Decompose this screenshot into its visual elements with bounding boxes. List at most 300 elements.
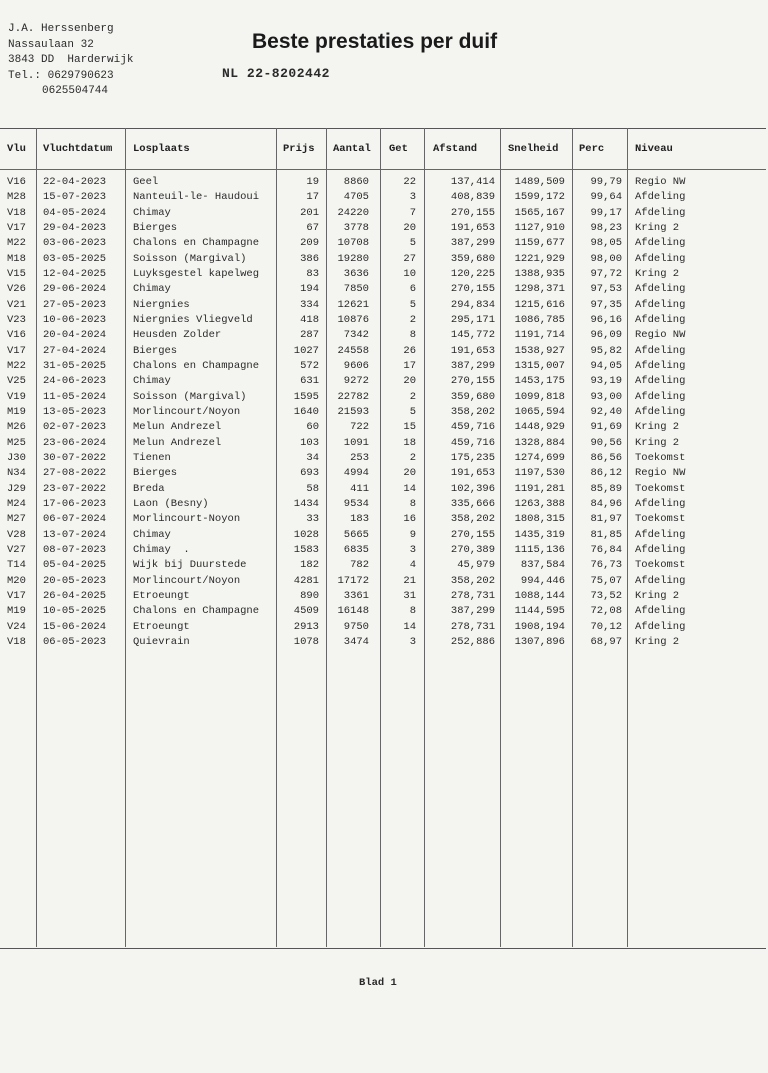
cell-snelheid: 1274,699 — [514, 451, 565, 464]
cell-niveau: Afdeling — [635, 497, 686, 510]
cell-date: 11-05-2024 — [43, 390, 107, 403]
cell-prijs: 1027 — [293, 344, 319, 357]
cell-snelheid: 1065,594 — [514, 405, 565, 418]
cell-afstand: 459,716 — [450, 436, 495, 449]
cell-prijs: 209 — [300, 237, 319, 250]
table-row — [0, 267, 766, 282]
cell-date: 15-06-2024 — [43, 620, 107, 633]
cell-niveau: Kring 2 — [635, 267, 680, 280]
cell-losplaats: Heusden Zolder — [133, 329, 222, 342]
table-row — [0, 405, 766, 420]
cell-niveau: Toekomst — [635, 513, 686, 526]
cell-niveau: Afdeling — [635, 298, 686, 311]
column-header-snelheid: Snelheid — [508, 143, 559, 155]
cell-get: 14 — [403, 620, 416, 633]
cell-vlu: V17 — [7, 221, 26, 234]
cell-get: 10 — [403, 267, 416, 280]
cell-prijs: 1595 — [293, 390, 319, 403]
cell-date: 06-05-2023 — [43, 635, 107, 648]
cell-niveau: Afdeling — [635, 605, 686, 618]
cell-snelheid: 1086,785 — [514, 313, 565, 326]
cell-date: 24-06-2023 — [43, 375, 107, 388]
cell-date: 23-07-2022 — [43, 482, 107, 495]
cell-losplaats: Morlincourt-Noyon — [133, 513, 241, 526]
cell-perc: 98,00 — [590, 252, 622, 265]
cell-snelheid: 1599,172 — [514, 191, 565, 204]
cell-vlu: V25 — [7, 375, 26, 388]
cell-losplaats: Chalons en Champagne — [133, 605, 260, 618]
cell-perc: 84,96 — [590, 497, 622, 510]
cell-afstand: 278,731 — [450, 620, 495, 633]
cell-aantal: 9606 — [343, 359, 369, 372]
cell-niveau: Afdeling — [635, 543, 686, 556]
cell-aantal: 3636 — [343, 267, 369, 280]
cell-afstand: 387,299 — [450, 605, 495, 618]
cell-get: 2 — [409, 390, 416, 403]
table-row — [0, 175, 766, 190]
cell-losplaats: Wijk bij Duurstede — [133, 559, 247, 572]
cell-vlu: V17 — [7, 589, 26, 602]
cell-afstand: 191,653 — [450, 344, 495, 357]
cell-afstand: 294,834 — [450, 298, 495, 311]
cell-date: 05-04-2025 — [43, 559, 107, 572]
cell-date: 13-05-2023 — [43, 405, 107, 418]
cell-losplaats: Chimay . — [133, 543, 190, 556]
cell-perc: 99,64 — [590, 191, 622, 204]
table-row — [0, 190, 766, 205]
cell-get: 2 — [409, 451, 416, 464]
cell-snelheid: 1298,371 — [514, 283, 565, 296]
cell-afstand: 459,716 — [450, 421, 495, 434]
cell-niveau: Afdeling — [635, 390, 686, 403]
cell-perc: 90,56 — [590, 436, 622, 449]
table-row — [0, 574, 766, 589]
cell-snelheid: 1197,530 — [514, 467, 565, 480]
cell-prijs: 890 — [300, 589, 319, 602]
cell-snelheid: 1315,007 — [514, 359, 565, 372]
cell-vlu: M19 — [7, 605, 26, 618]
cell-perc: 93,19 — [590, 375, 622, 388]
cell-niveau: Kring 2 — [635, 589, 680, 602]
cell-prijs: 17 — [306, 191, 319, 204]
cell-aantal: 9272 — [343, 375, 369, 388]
cell-get: 15 — [403, 421, 416, 434]
cell-prijs: 1434 — [293, 497, 319, 510]
cell-vlu: V15 — [7, 267, 26, 280]
table-row — [0, 589, 766, 604]
cell-aantal: 4994 — [343, 467, 369, 480]
cell-get: 5 — [409, 405, 416, 418]
cell-date: 10-06-2023 — [43, 313, 107, 326]
column-header-perc: Perc — [579, 143, 605, 155]
cell-niveau: Regio NW — [635, 467, 686, 480]
cell-prijs: 33 — [306, 513, 319, 526]
cell-date: 20-04-2024 — [43, 329, 107, 342]
cell-get: 18 — [403, 436, 416, 449]
cell-perc: 70,12 — [590, 620, 622, 633]
cell-snelheid: 837,584 — [520, 559, 565, 572]
cell-prijs: 693 — [300, 467, 319, 480]
cell-afstand: 358,202 — [450, 405, 495, 418]
cell-niveau: Toekomst — [635, 482, 686, 495]
cell-afstand: 270,155 — [450, 528, 495, 541]
cell-snelheid: 1221,929 — [514, 252, 565, 265]
cell-snelheid: 1908,194 — [514, 620, 565, 633]
cell-prijs: 34 — [306, 451, 319, 464]
cell-snelheid: 1088,144 — [514, 589, 565, 602]
cell-aantal: 10876 — [337, 313, 369, 326]
cell-date: 04-05-2024 — [43, 206, 107, 219]
cell-aantal: 5665 — [343, 528, 369, 541]
cell-losplaats: Chimay — [133, 206, 171, 219]
cell-get: 5 — [409, 237, 416, 250]
cell-date: 13-07-2024 — [43, 528, 107, 541]
cell-perc: 99,17 — [590, 206, 622, 219]
table-row — [0, 543, 766, 558]
cell-snelheid: 1435,319 — [514, 528, 565, 541]
cell-date: 29-06-2024 — [43, 283, 107, 296]
cell-niveau: Afdeling — [635, 405, 686, 418]
cell-get: 20 — [403, 221, 416, 234]
cell-prijs: 1640 — [293, 405, 319, 418]
cell-prijs: 1028 — [293, 528, 319, 541]
cell-get: 6 — [409, 283, 416, 296]
cell-afstand: 359,680 — [450, 252, 495, 265]
cell-niveau: Afdeling — [635, 528, 686, 541]
column-header-losplaats: Losplaats — [133, 143, 190, 155]
cell-afstand: 387,299 — [450, 359, 495, 372]
cell-niveau: Regio NW — [635, 329, 686, 342]
cell-get: 14 — [403, 482, 416, 495]
cell-losplaats: Chimay — [133, 375, 171, 388]
cell-afstand: 270,155 — [450, 375, 495, 388]
cell-get: 7 — [409, 206, 416, 219]
table-row — [0, 512, 766, 527]
cell-snelheid: 1159,677 — [514, 237, 565, 250]
cell-losplaats: Bierges — [133, 467, 178, 480]
cell-get: 3 — [409, 191, 416, 204]
cell-vlu: V19 — [7, 390, 26, 403]
cell-afstand: 191,653 — [450, 467, 495, 480]
cell-prijs: 631 — [300, 375, 319, 388]
cell-losplaats: Bierges — [133, 344, 178, 357]
cell-snelheid: 1538,927 — [514, 344, 565, 357]
cell-prijs: 4509 — [293, 605, 319, 618]
cell-losplaats: Bierges — [133, 221, 178, 234]
cell-vlu: M28 — [7, 191, 26, 204]
column-header-prijs: Prijs — [283, 143, 315, 155]
table-row — [0, 298, 766, 313]
cell-niveau: Afdeling — [635, 344, 686, 357]
cell-afstand: 335,666 — [450, 497, 495, 510]
cell-losplaats: Soisson (Margival) — [133, 390, 247, 403]
cell-vlu: J30 — [7, 451, 26, 464]
header-divider — [0, 169, 766, 170]
cell-snelheid: 1448,929 — [514, 421, 565, 434]
cell-niveau: Afdeling — [635, 206, 686, 219]
cell-date: 03-05-2025 — [43, 252, 107, 265]
cell-perc: 76,73 — [590, 559, 622, 572]
cell-get: 4 — [409, 559, 416, 572]
cell-niveau: Kring 2 — [635, 436, 680, 449]
cell-date: 02-07-2023 — [43, 421, 107, 434]
cell-date: 15-07-2023 — [43, 191, 107, 204]
column-header-vlu: Vlu — [7, 143, 26, 155]
cell-date: 06-07-2024 — [43, 513, 107, 526]
cell-niveau: Afdeling — [635, 620, 686, 633]
cell-afstand: 358,202 — [450, 574, 495, 587]
cell-aantal: 3778 — [343, 221, 369, 234]
cell-niveau: Kring 2 — [635, 635, 680, 648]
cell-aantal: 22782 — [337, 390, 369, 403]
cell-vlu: V16 — [7, 176, 26, 188]
cell-date: 08-07-2023 — [43, 543, 107, 556]
cell-vlu: M19 — [7, 405, 26, 418]
cell-losplaats: Breda — [133, 482, 165, 495]
cell-losplaats: Chimay — [133, 283, 171, 296]
cell-niveau: Afdeling — [635, 191, 686, 204]
table-row — [0, 390, 766, 405]
cell-aantal: 7342 — [343, 329, 369, 342]
cell-aantal: 9534 — [343, 497, 369, 510]
cell-prijs: 418 — [300, 313, 319, 326]
cell-get: 8 — [409, 605, 416, 618]
cell-perc: 93,00 — [590, 390, 622, 403]
table-row — [0, 635, 766, 650]
cell-niveau: Kring 2 — [635, 421, 680, 434]
table-row — [0, 252, 766, 267]
owner-address — [8, 22, 133, 100]
cell-prijs: 572 — [300, 359, 319, 372]
cell-perc: 99,79 — [590, 176, 622, 188]
cell-losplaats: Chimay — [133, 528, 171, 541]
cell-losplaats: Melun Andrezel — [133, 421, 222, 434]
cell-afstand: 408,839 — [450, 191, 495, 204]
table-row — [0, 221, 766, 236]
cell-snelheid: 1388,935 — [514, 267, 565, 280]
cell-get: 27 — [403, 252, 416, 265]
cell-niveau: Afdeling — [635, 252, 686, 265]
cell-losplaats: Soisson (Margival) — [133, 252, 247, 265]
cell-date: 10-05-2025 — [43, 605, 107, 618]
cell-aantal: 8860 — [343, 176, 369, 188]
cell-niveau: Regio NW — [635, 176, 686, 188]
cell-vlu: N34 — [7, 467, 26, 480]
cell-snelheid: 1808,315 — [514, 513, 565, 526]
cell-vlu: M22 — [7, 359, 26, 372]
cell-afstand: 295,171 — [450, 313, 495, 326]
cell-losplaats: Etroeungt — [133, 620, 190, 633]
cell-losplaats: Nanteuil-le- Haudoui — [133, 191, 260, 204]
cell-perc: 76,84 — [590, 543, 622, 556]
cell-snelheid: 1565,167 — [514, 206, 565, 219]
cell-losplaats: Tienen — [133, 451, 171, 464]
cell-get: 3 — [409, 543, 416, 556]
cell-afstand: 102,396 — [450, 482, 495, 495]
cell-perc: 97,53 — [590, 283, 622, 296]
cell-aantal: 782 — [350, 559, 369, 572]
cell-niveau: Afdeling — [635, 313, 686, 326]
cell-snelheid: 1453,175 — [514, 375, 565, 388]
cell-vlu: M26 — [7, 421, 26, 434]
cell-get: 22 — [403, 176, 416, 188]
cell-snelheid: 1215,616 — [514, 298, 565, 311]
cell-aantal: 1091 — [343, 436, 369, 449]
ring-number: NL 22-8202442 — [222, 66, 330, 81]
cell-aantal: 253 — [350, 451, 369, 464]
cell-losplaats: Etroeungt — [133, 589, 190, 602]
cell-losplaats: Morlincourt/Noyon — [133, 574, 241, 587]
cell-prijs: 334 — [300, 298, 319, 311]
cell-get: 5 — [409, 298, 416, 311]
cell-prijs: 19 — [306, 176, 319, 188]
cell-date: 03-06-2023 — [43, 237, 107, 250]
cell-afstand: 387,299 — [450, 237, 495, 250]
cell-get: 31 — [403, 589, 416, 602]
cell-vlu: V16 — [7, 329, 26, 342]
table-row — [0, 466, 766, 481]
table-row — [0, 558, 766, 573]
cell-vlu: V18 — [7, 635, 26, 648]
cell-get: 8 — [409, 329, 416, 342]
cell-date: 26-04-2025 — [43, 589, 107, 602]
owner-city: 3843 DD Harderwijk — [8, 54, 134, 66]
cell-prijs: 182 — [300, 559, 319, 572]
table-row — [0, 436, 766, 451]
cell-afstand: 270,155 — [450, 206, 495, 219]
cell-afstand: 120,225 — [450, 267, 495, 280]
column-header-afstand: Afstand — [433, 143, 478, 155]
owner-phone-2: 0625504744 — [42, 85, 109, 97]
page-footer: Blad 1 — [359, 977, 397, 989]
cell-afstand: 358,202 — [450, 513, 495, 526]
cell-snelheid: 1328,884 — [514, 436, 565, 449]
cell-aantal: 3361 — [343, 589, 369, 602]
cell-losplaats: Morlincourt/Noyon — [133, 405, 241, 418]
cell-snelheid: 1144,595 — [514, 605, 565, 618]
cell-prijs: 67 — [306, 221, 319, 234]
cell-get: 3 — [409, 635, 416, 648]
cell-vlu: V23 — [7, 313, 26, 326]
cell-aantal: 10708 — [337, 237, 369, 250]
cell-afstand: 359,680 — [450, 390, 495, 403]
cell-prijs: 2913 — [293, 620, 319, 633]
cell-perc: 86,12 — [590, 467, 622, 480]
table-row — [0, 359, 766, 374]
cell-vlu: M24 — [7, 497, 26, 510]
table-row — [0, 282, 766, 297]
cell-perc: 68,97 — [590, 635, 622, 648]
cell-perc: 92,40 — [590, 405, 622, 418]
cell-get: 20 — [403, 375, 416, 388]
cell-aantal: 7850 — [343, 283, 369, 296]
cell-date: 27-08-2022 — [43, 467, 107, 480]
cell-perc: 81,85 — [590, 528, 622, 541]
cell-vlu: J29 — [7, 482, 26, 495]
cell-prijs: 1078 — [293, 635, 319, 648]
cell-afstand: 137,414 — [450, 176, 495, 188]
table-row — [0, 313, 766, 328]
cell-afstand: 252,886 — [450, 635, 495, 648]
cell-get: 16 — [403, 513, 416, 526]
cell-date: 31-05-2025 — [43, 359, 107, 372]
cell-date: 27-05-2023 — [43, 298, 107, 311]
table-row — [0, 620, 766, 635]
column-header-date: Vluchtdatum — [43, 143, 113, 155]
cell-date: 20-05-2023 — [43, 574, 107, 587]
cell-snelheid: 994,446 — [520, 574, 565, 587]
cell-losplaats: Geel — [133, 176, 159, 188]
cell-prijs: 287 — [300, 329, 319, 342]
cell-perc: 81,97 — [590, 513, 622, 526]
cell-perc: 85,89 — [590, 482, 622, 495]
cell-vlu: V18 — [7, 206, 26, 219]
owner-street: Nassaulaan 32 — [8, 38, 94, 51]
cell-snelheid: 1191,281 — [514, 482, 565, 495]
cell-niveau: Toekomst — [635, 559, 686, 572]
cell-prijs: 103 — [300, 436, 319, 449]
cell-date: 17-06-2023 — [43, 497, 107, 510]
cell-get: 9 — [409, 528, 416, 541]
owner-name: J.A. Herssenberg — [8, 23, 114, 35]
cell-get: 26 — [403, 344, 416, 357]
cell-vlu: V27 — [7, 543, 26, 556]
cell-losplaats: Niergnies Vliegveld — [133, 313, 253, 326]
cell-perc: 96,09 — [590, 329, 622, 342]
cell-perc: 98,05 — [590, 237, 622, 250]
cell-aantal: 19280 — [337, 252, 369, 265]
cell-aantal: 4705 — [343, 191, 369, 204]
cell-get: 2 — [409, 313, 416, 326]
cell-afstand: 270,389 — [450, 543, 495, 556]
cell-niveau: Toekomst — [635, 451, 686, 464]
cell-losplaats: Laon (Besny) — [133, 497, 209, 510]
table-row — [0, 344, 766, 359]
cell-losplaats: Chalons en Champagne — [133, 359, 260, 372]
cell-snelheid: 1099,818 — [514, 390, 565, 403]
table-row — [0, 482, 766, 497]
cell-vlu: M25 — [7, 436, 26, 449]
cell-date: 30-07-2022 — [43, 451, 107, 464]
cell-niveau: Kring 2 — [635, 221, 680, 234]
cell-perc: 73,52 — [590, 589, 622, 602]
cell-vlu: V28 — [7, 528, 26, 541]
cell-afstand: 278,731 — [450, 589, 495, 602]
cell-perc: 98,23 — [590, 221, 622, 234]
cell-aantal: 21593 — [337, 405, 369, 418]
cell-date: 27-04-2024 — [43, 344, 107, 357]
cell-perc: 75,07 — [590, 574, 622, 587]
cell-snelheid: 1127,910 — [514, 221, 565, 234]
table-row — [0, 206, 766, 221]
cell-date: 12-04-2025 — [43, 267, 107, 280]
cell-losplaats: Chalons en Champagne — [133, 237, 260, 250]
cell-perc: 91,69 — [590, 421, 622, 434]
cell-afstand: 145,772 — [450, 329, 495, 342]
cell-aantal: 722 — [350, 421, 369, 434]
cell-losplaats: Niergnies — [133, 298, 190, 311]
cell-vlu: M20 — [7, 574, 26, 587]
cell-aantal: 24220 — [337, 206, 369, 219]
cell-niveau: Afdeling — [635, 359, 686, 372]
cell-afstand: 175,235 — [450, 451, 495, 464]
cell-vlu: V26 — [7, 283, 26, 296]
cell-perc: 72,08 — [590, 605, 622, 618]
cell-snelheid: 1191,714 — [514, 329, 565, 342]
cell-niveau: Afdeling — [635, 237, 686, 250]
cell-afstand: 270,155 — [450, 283, 495, 296]
cell-prijs: 4281 — [293, 574, 319, 587]
